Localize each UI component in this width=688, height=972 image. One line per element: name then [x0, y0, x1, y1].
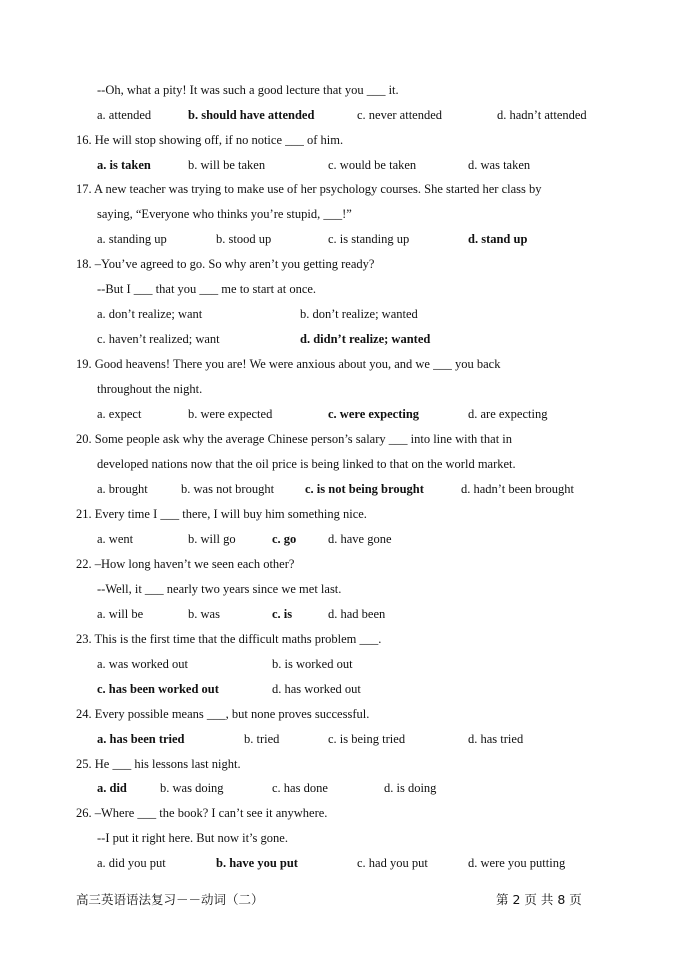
text-line: c. had you put — [357, 856, 428, 870]
text-line: c. never attended — [357, 108, 443, 122]
answer-option-correct: d. stand up — [468, 232, 528, 246]
text-line: d. has worked out — [272, 682, 361, 696]
text-line: 19. Good heavens! There you are! We were anxious about you, and we ___ you back — [76, 357, 501, 371]
answer-option-correct: a. is taken — [97, 158, 151, 172]
text-line: 16. He will stop showing off, if no notice ___ of him. — [76, 133, 344, 147]
page-number: 第 2 页 共 8 页 — [496, 892, 582, 907]
text-line: a. standing up — [97, 232, 167, 246]
text-line: --Oh, what a pity! It was such a good lecture that you ___ it. — [97, 83, 399, 97]
text-line: b. was — [188, 607, 220, 621]
text-line: --But I ___ that you ___ me to start at once. — [97, 282, 317, 296]
text-line: a. was worked out — [97, 657, 188, 671]
text-line: b. were expected — [188, 407, 273, 421]
text-line: 23. This is the first time that the difficult maths problem ___. — [76, 632, 382, 646]
answer-option-correct: b. have you put — [216, 856, 298, 870]
text-line: d. were you putting — [468, 856, 566, 870]
text-line: b. stood up — [216, 232, 272, 246]
text-line: d. hadn’t been brought — [461, 482, 574, 496]
text-line: 17. A new teacher was trying to make use of her psychology courses. She started her class by — [76, 182, 542, 196]
text-line: throughout the night. — [97, 382, 203, 396]
text-line: 24. Every possible means ___, but none proves successful. — [76, 707, 370, 721]
text-line: a. expect — [97, 407, 142, 421]
text-line: c. has done — [272, 781, 328, 795]
text-line: 20. Some people ask why the average Chinese person’s salary ___ into line with that in — [76, 432, 513, 446]
answer-option-correct: c. go — [272, 532, 297, 546]
text-line: d. is doing — [384, 781, 437, 795]
text-line: d. had been — [328, 607, 386, 621]
text-line: c. is being tried — [328, 732, 406, 746]
text-line: b. was not brought — [181, 482, 275, 496]
text-line: b. don’t realize; wanted — [300, 307, 418, 321]
text-line: d. hadn’t attended — [497, 108, 587, 122]
text-line: a. don’t realize; want — [97, 307, 203, 321]
text-line: c. is standing up — [328, 232, 410, 246]
text-line: b. was doing — [160, 781, 224, 795]
answer-option-correct: c. is not being brought — [305, 482, 424, 496]
text-line: d. have gone — [328, 532, 392, 546]
answer-option-correct: b. should have attended — [188, 108, 315, 122]
answer-option-correct: a. did — [97, 781, 127, 795]
text-line: c. haven’t realized; want — [97, 332, 220, 346]
text-line: a. brought — [97, 482, 148, 496]
answer-option-correct: a. has been tried — [97, 732, 185, 746]
answer-option-correct: c. is — [272, 607, 293, 621]
text-line: b. is worked out — [272, 657, 353, 671]
text-line: d. has tried — [468, 732, 524, 746]
text-line: 25. He ___ his lessons last night. — [76, 757, 241, 771]
text-line: b. will go — [188, 532, 236, 546]
text-line: b. will be taken — [188, 158, 266, 172]
answer-option-correct: c. were expecting — [328, 407, 420, 421]
text-line: 21. Every time I ___ there, I will buy him something nice. — [76, 507, 367, 521]
text-line: saying, “Everyone who thinks you’re stupid, ___!” — [97, 207, 352, 221]
footer-title: 高三英语语法复习－－动词（二） — [76, 892, 264, 907]
text-line: --Well, it ___ nearly two years since we met last. — [97, 582, 342, 596]
answer-option-correct: c. has been worked out — [97, 682, 219, 696]
answer-option-correct: d. didn’t realize; wanted — [300, 332, 431, 346]
text-line: 18. –You’ve agreed to go. So why aren’t you getting ready? — [76, 257, 375, 271]
text-line: a. will be — [97, 607, 144, 621]
text-line: c. would be taken — [328, 158, 417, 172]
text-line: d. was taken — [468, 158, 531, 172]
text-line: a. went — [97, 532, 134, 546]
text-line: d. are expecting — [468, 407, 548, 421]
text-line: a. attended — [97, 108, 152, 122]
text-line: 26. –Where ___ the book? I can’t see it anywhere. — [76, 806, 328, 820]
text-line: b. tried — [244, 732, 280, 746]
text-line: developed nations now that the oil price is being linked to that on the world market. — [97, 457, 516, 471]
text-line: --I put it right here. But now it’s gone. — [97, 831, 288, 845]
text-line: a. did you put — [97, 856, 166, 870]
text-line: 22. –How long haven’t we seen each other? — [76, 557, 295, 571]
